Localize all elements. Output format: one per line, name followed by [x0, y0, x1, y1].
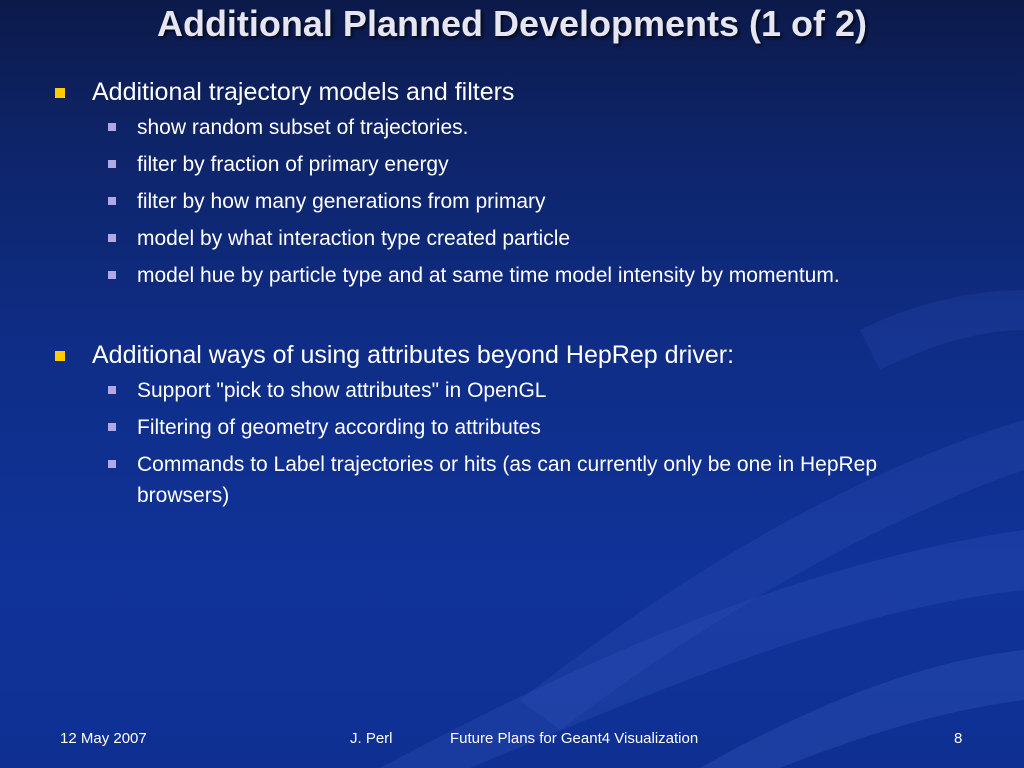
slide-content: [0, 76, 1024, 517]
square-bullet-icon: [108, 460, 116, 468]
bullet-level2: [0, 449, 1024, 511]
footer-page-number: 8: [954, 730, 963, 747]
bullet-text: model by what interaction type created particle: [137, 227, 571, 250]
square-bullet-icon: [55, 351, 65, 361]
square-bullet-icon: [55, 88, 65, 98]
bullet-level2: [0, 186, 1024, 217]
bullet-text: model hue by particle type and at same time model intensity by momentum.: [137, 264, 840, 287]
footer-date: 12 May 2007: [60, 730, 147, 747]
bullet-text: Additional ways of using attributes beyond HepRep driver:: [92, 341, 735, 369]
square-bullet-icon: [108, 423, 116, 431]
bullet-text: Support "pick to show attributes" in OpenGL: [137, 379, 547, 402]
bullet-text: filter by fraction of primary energy: [137, 153, 449, 176]
bullet-level2: [0, 149, 1024, 180]
bullet-level1-trajectory-models: [0, 76, 1024, 108]
bullet-level2: [0, 412, 1024, 443]
bullet-level2: [0, 223, 1024, 254]
section-gap: [0, 297, 1024, 339]
square-bullet-icon: [108, 160, 116, 168]
bullet-level2: [0, 260, 1024, 291]
square-bullet-icon: [108, 234, 116, 242]
bullet-level2: [0, 375, 1024, 406]
bullet-level2: [0, 112, 1024, 143]
footer-talk-title: Future Plans for Geant4 Visualization: [450, 730, 699, 747]
footer-author: J. Perl: [350, 730, 393, 747]
square-bullet-icon: [108, 386, 116, 394]
bullet-level1-attributes: [0, 339, 1024, 371]
bullet-text: show random subset of trajectories.: [137, 116, 469, 139]
square-bullet-icon: [108, 271, 116, 279]
bullet-text: Commands to Label trajectories or hits (as can currently only be one in HepRep browsers): [137, 453, 878, 507]
bullet-text: Filtering of geometry according to attributes: [137, 416, 541, 439]
square-bullet-icon: [108, 123, 116, 131]
bullet-text: Additional trajectory models and filters: [92, 78, 515, 106]
bullet-text: filter by how many generations from primary: [137, 190, 546, 213]
slide-title: Additional Planned Developments (1 of 2): [156, 3, 868, 44]
square-bullet-icon: [108, 197, 116, 205]
